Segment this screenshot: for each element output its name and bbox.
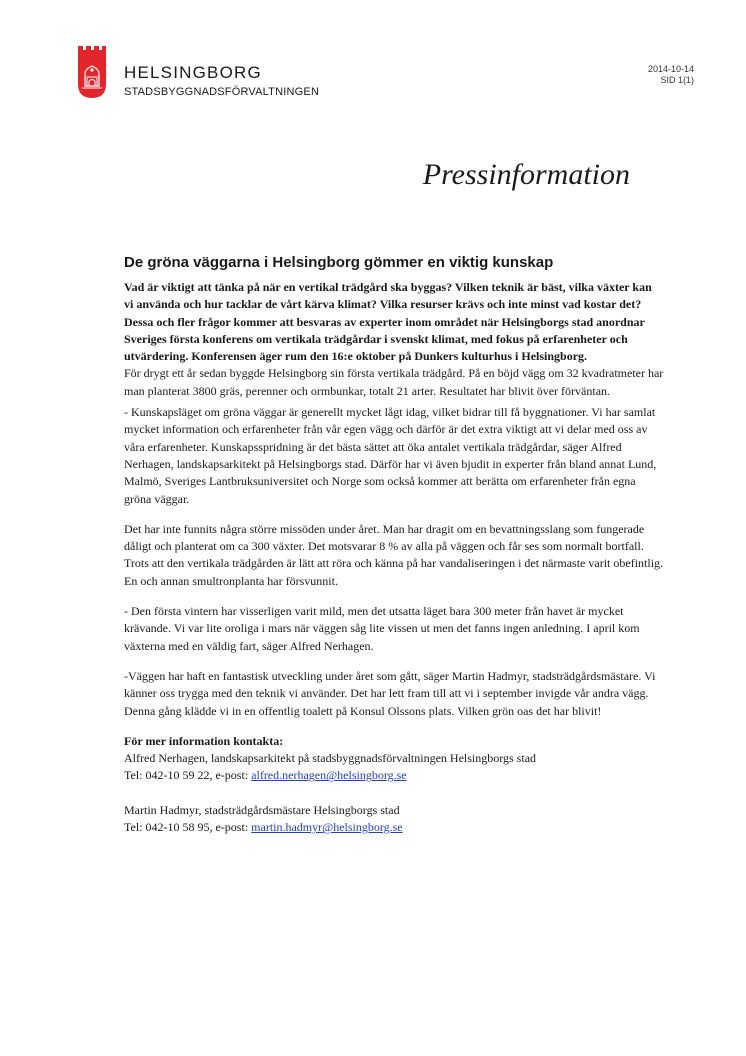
contact-person-line: Martin Hadmyr, stadsträdgårdsmästare Helsingborgs stad bbox=[124, 802, 400, 817]
article-headline: De gröna väggarna i Helsingborg gömmer en viktig kunskap bbox=[124, 254, 554, 271]
paragraph: - Den första vintern har visserligen varit mild, men det utsatta läget bara 300 meter från havet är mycket krävande. Vi var lite oroliga i mars när väggen såg lite vissen ut men det fanns ingen anledning. I april kom växterna med en väldig fart, säger Alfred Nerhagen. bbox=[124, 604, 640, 653]
document-meta bbox=[648, 64, 694, 86]
paragraph: -Väggen har haft en fantastisk utveckling under året som gått, säger Martin Hadmyr, stadsträdgårdsmästare. Vi känner oss trygga med den teknik vi använder. Det har lett fram till att vi i september invigde vår andra vägg. Denna gång klädde vi in en offentlig toalett på Konsul Olssons plats. Vilken grön oas det har blivit! bbox=[124, 668, 656, 718]
contact-tel: Tel: 042-10 59 22, e-post: bbox=[124, 768, 252, 783]
document-type-title: Pressinformation bbox=[422, 158, 630, 191]
email-link[interactable]: martin.hadmyr@helsingborg.se bbox=[251, 820, 403, 835]
article-lead: Vad är viktigt att tänka på när en vertikal trädgård ska byggas? Vilken teknik är bäst, vilka växter kan vi använda och hur tacklar de vårt kärva klimat? Vilka resurser krävs och inte minst vad kostar det? Dessa och fler frågor kommer att besvaras av experter inom området när Helsingborgs stad anordnar Sveriges första konferens om vertikala trädgårdar i svenskt klimat, med fokus på erfarenheter och utvärdering. Konferensen äger rum den 16:e oktober på Dunkers kulturhus i Helsingborg. bbox=[124, 280, 652, 364]
document-date: 2014-10-14 bbox=[647, 64, 694, 74]
contact-tel-line bbox=[124, 819, 664, 836]
organization-name: HELSINGBORG bbox=[124, 63, 262, 82]
department-name: STADSBYGGNADSFÖRVALTNINGEN bbox=[124, 86, 320, 98]
contact-heading: För mer information kontakta: bbox=[124, 733, 284, 748]
paragraph: - Kunskapsläget om gröna väggar är generellt mycket lågt idag, vilket bidrar till få byggnationer. Vi har samlat mycket information och erfarenheter från vår egen vägg och därför är det extra viktigt att vi delar med oss av våra erfarenheter. Kunskapsspridning är det bästa sättet att öka antalet vertikala trädgårdar, säger Alfred Nerhagen, landskapsarkitekt på Helsingborgs stad. Därför har vi även bjudit in experter från bland annat Lund, Malmö, Sveriges Lantbruksuniversitet och Norge som också kommer att berätta om erfarenheter från egna gröna väggar. bbox=[124, 405, 657, 506]
contact-person-line: Alfred Nerhagen, landskapsarkitekt på stadsbyggnadsförvaltningen Helsingborgs stad bbox=[124, 751, 537, 766]
email-link[interactable]: alfred.nerhagen@helsingborg.se bbox=[251, 768, 407, 783]
paragraph: Det har inte funnits några större missöden under året. Man har dragit om en bevattningsslang som fungerade dåligt och planterat om ca 300 växter. Det motsvarar 8 % av alla på väggen och får ses som normalt bortfall. Trots att den vertikala trädgården är lätt att röra och känna på har vandaliseringen i det närmaste varit obefintlig. En och annan smultronplanta har försvunnit. bbox=[124, 521, 664, 588]
contact-section bbox=[124, 733, 664, 836]
contact-tel: Tel: 042-10 58 95, e-post: bbox=[124, 820, 252, 835]
article-body bbox=[124, 279, 664, 836]
helsingborg-crest-logo bbox=[76, 44, 108, 100]
contact-tel-line bbox=[124, 767, 664, 784]
paragraph: För drygt ett år sedan byggde Helsingborg sin första vertikala trädgård. På en böjd vägg om 32 kvadratmeter har man planterat 3800 gräs, perenner och ormbunkar, totalt 21 arter. Resultatet har blivit över förväntan. bbox=[124, 366, 664, 398]
page-number: SID 1(1) bbox=[660, 75, 694, 85]
